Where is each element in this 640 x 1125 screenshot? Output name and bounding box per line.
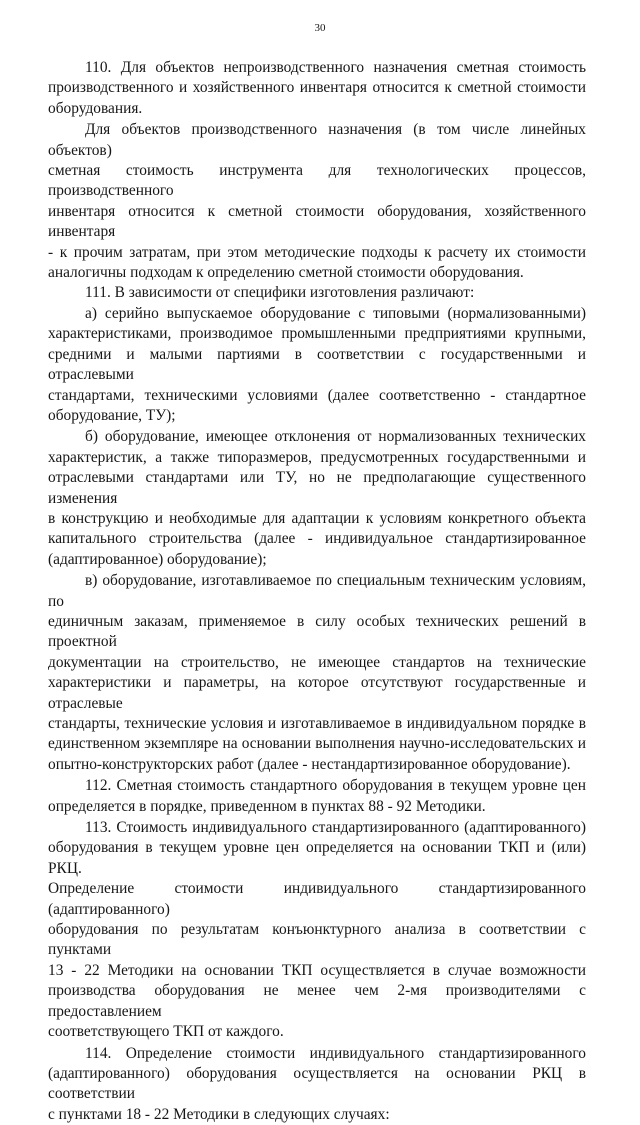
text-line: характеристиками, производимое промышленными предприятиями крупными, — [48, 325, 586, 343]
paragraph-113-cont — [48, 879, 586, 920]
text-line: (адаптированное) оборудование); — [48, 550, 267, 568]
paragraph-110-cont — [48, 78, 586, 98]
paragraph-111-a-cont — [48, 324, 586, 344]
paragraph-111-a-cont — [48, 386, 586, 406]
paragraph-114 — [48, 1044, 586, 1064]
text-line: соответствующего ТКП от каждого. — [48, 1023, 284, 1041]
paragraph-111-b-cont — [48, 448, 586, 468]
paragraph-113-cont — [48, 961, 586, 981]
paragraph-111-v — [48, 571, 586, 612]
text-line: Для объектов производственного назначения (в том числе линейных объектов) — [48, 121, 586, 159]
paragraph-111-v-cont — [48, 653, 586, 673]
text-line: Определение стоимости индивидуального стандартизированного (адаптированного) — [48, 880, 586, 918]
paragraph-110-end — [48, 99, 586, 119]
paragraph-114-cont — [48, 1064, 586, 1105]
text-line: 113. Стоимость индивидуального стандартизированного (адаптированного) — [85, 819, 586, 837]
paragraph-111-b-cont — [48, 468, 586, 509]
paragraph-111-a-end — [48, 406, 586, 426]
text-line: 13 - 22 Методики на основании ТКП осуществляется в случае возможности — [48, 961, 586, 979]
text-line: производственного и хозяйственного инвентаря относится к сметной стоимости — [48, 79, 586, 97]
text-line: отраслевыми стандартами или ТУ, но не предполагающие существенного изменения — [48, 469, 586, 507]
paragraph-113-cont — [48, 920, 586, 961]
paragraph-production-cont — [48, 161, 586, 202]
paragraph-111 — [48, 283, 586, 303]
text-line: стандартами, техническими условиями (далее соответственно - стандартное — [48, 386, 586, 404]
paragraph-111-v-cont — [48, 673, 586, 714]
text-line: оборудование, ТУ); — [48, 406, 176, 424]
paragraph-111-v-cont — [48, 734, 586, 754]
text-line: 112. Сметная стоимость стандартного оборудования в текущем уровне цен — [85, 777, 586, 795]
paragraph-111-a-cont — [48, 345, 586, 386]
text-line: 111. В зависимости от специфики изготовления различают: — [85, 284, 475, 302]
text-line: характеристик, а также типоразмеров, предусмотренных государственными и — [48, 448, 586, 466]
text-line: инвентаря относится к сметной стоимости оборудования, хозяйственного инвентаря — [48, 202, 586, 241]
text-line: в) оборудование, изготавливаемое по специальным техническим условиям, по — [48, 572, 586, 610]
text-line: с пунктами 18 - 22 Методики в следующих случаях: — [48, 1105, 390, 1123]
paragraph-111-a — [48, 304, 586, 324]
paragraph-112 — [48, 776, 586, 796]
paragraph-113 — [48, 818, 586, 838]
text-line: капитального строительства (далее - индивидуальное стандартизированное — [48, 530, 586, 548]
text-line: стандарты, технические условия и изготавливаемое в индивидуальном порядке в — [48, 715, 586, 732]
text-line: опытно-конструкторских работ (далее - нестандартизированное оборудование). — [48, 755, 571, 773]
paragraph-112-end — [48, 797, 586, 817]
text-line: средними и малыми партиями в соответствии с государственными и отраслевыми — [48, 345, 586, 384]
paragraph-production-cont — [48, 202, 586, 243]
text-line: документации на строительство, не имеющее стандартов на технические — [48, 653, 586, 671]
text-line: в конструкцию и необходимые для адаптации к условиям конкретного объекта — [48, 509, 586, 527]
text-line: производства оборудования не менее чем 2-мя производителями с предоставлением — [48, 982, 586, 1020]
text-line: б) оборудование, имеющее отклонения от нормализованных технических — [85, 428, 586, 446]
text-line: а) серийно выпускаемое оборудование с типовыми (нормализованными) — [85, 304, 586, 322]
page-number: 30 — [314, 22, 326, 34]
paragraph-113-end — [48, 1022, 586, 1042]
text-line: 110. Для объектов непроизводственного назначения сметная стоимость — [85, 59, 586, 76]
text-line: оборудования. — [48, 99, 143, 117]
text-line: характеристики и параметры, на которое отсутствуют государственные и отраслевые — [48, 674, 586, 712]
text-line: оборудования по результатам конъюнктурного анализа в соответствии с пунктами — [48, 921, 586, 959]
text-line: аналогичны подходам к определению сметной стоимости оборудования. — [48, 264, 524, 282]
paragraph-110 — [48, 58, 586, 78]
paragraph-production — [48, 120, 586, 161]
text-line: оборудования в текущем уровне цен определяется на основании ТКП и (или) РКЦ. — [48, 839, 586, 877]
text-line: - к прочим затратам, при этом методические подходы к расчету их стоимости — [48, 243, 586, 261]
paragraph-111-b-end — [48, 550, 586, 570]
document-body — [48, 58, 586, 1125]
text-line: определяется в порядке, приведенном в пунктах 88 - 92 Методики. — [48, 797, 486, 815]
paragraph-111-v-end — [48, 755, 586, 775]
paragraph-production-end — [48, 263, 586, 283]
text-line: 114. Определение стоимости индивидуального стандартизированного — [85, 1044, 586, 1062]
text-line: единичным заказам, применяемое в силу особых технических решений в проектной — [48, 612, 586, 651]
paragraph-113-cont — [48, 981, 586, 1022]
paragraph-111-b-cont — [48, 509, 586, 529]
text-line: единственном экземпляре на основании выполнения научно-исследовательских и — [48, 735, 586, 753]
text-line: сметная стоимость инструмента для технологических процессов, производственного — [48, 162, 586, 200]
paragraph-111-b — [48, 427, 586, 447]
paragraph-113-cont — [48, 838, 586, 879]
paragraph-111-b-cont — [48, 529, 586, 549]
text-line: (адаптированного) оборудования осуществляется на основании РКЦ в соответствии — [48, 1064, 586, 1103]
paragraph-production-cont — [48, 243, 586, 263]
paragraph-114-end — [48, 1105, 586, 1125]
paragraph-111-v-cont — [48, 612, 586, 653]
paragraph-111-v-cont — [48, 714, 586, 734]
